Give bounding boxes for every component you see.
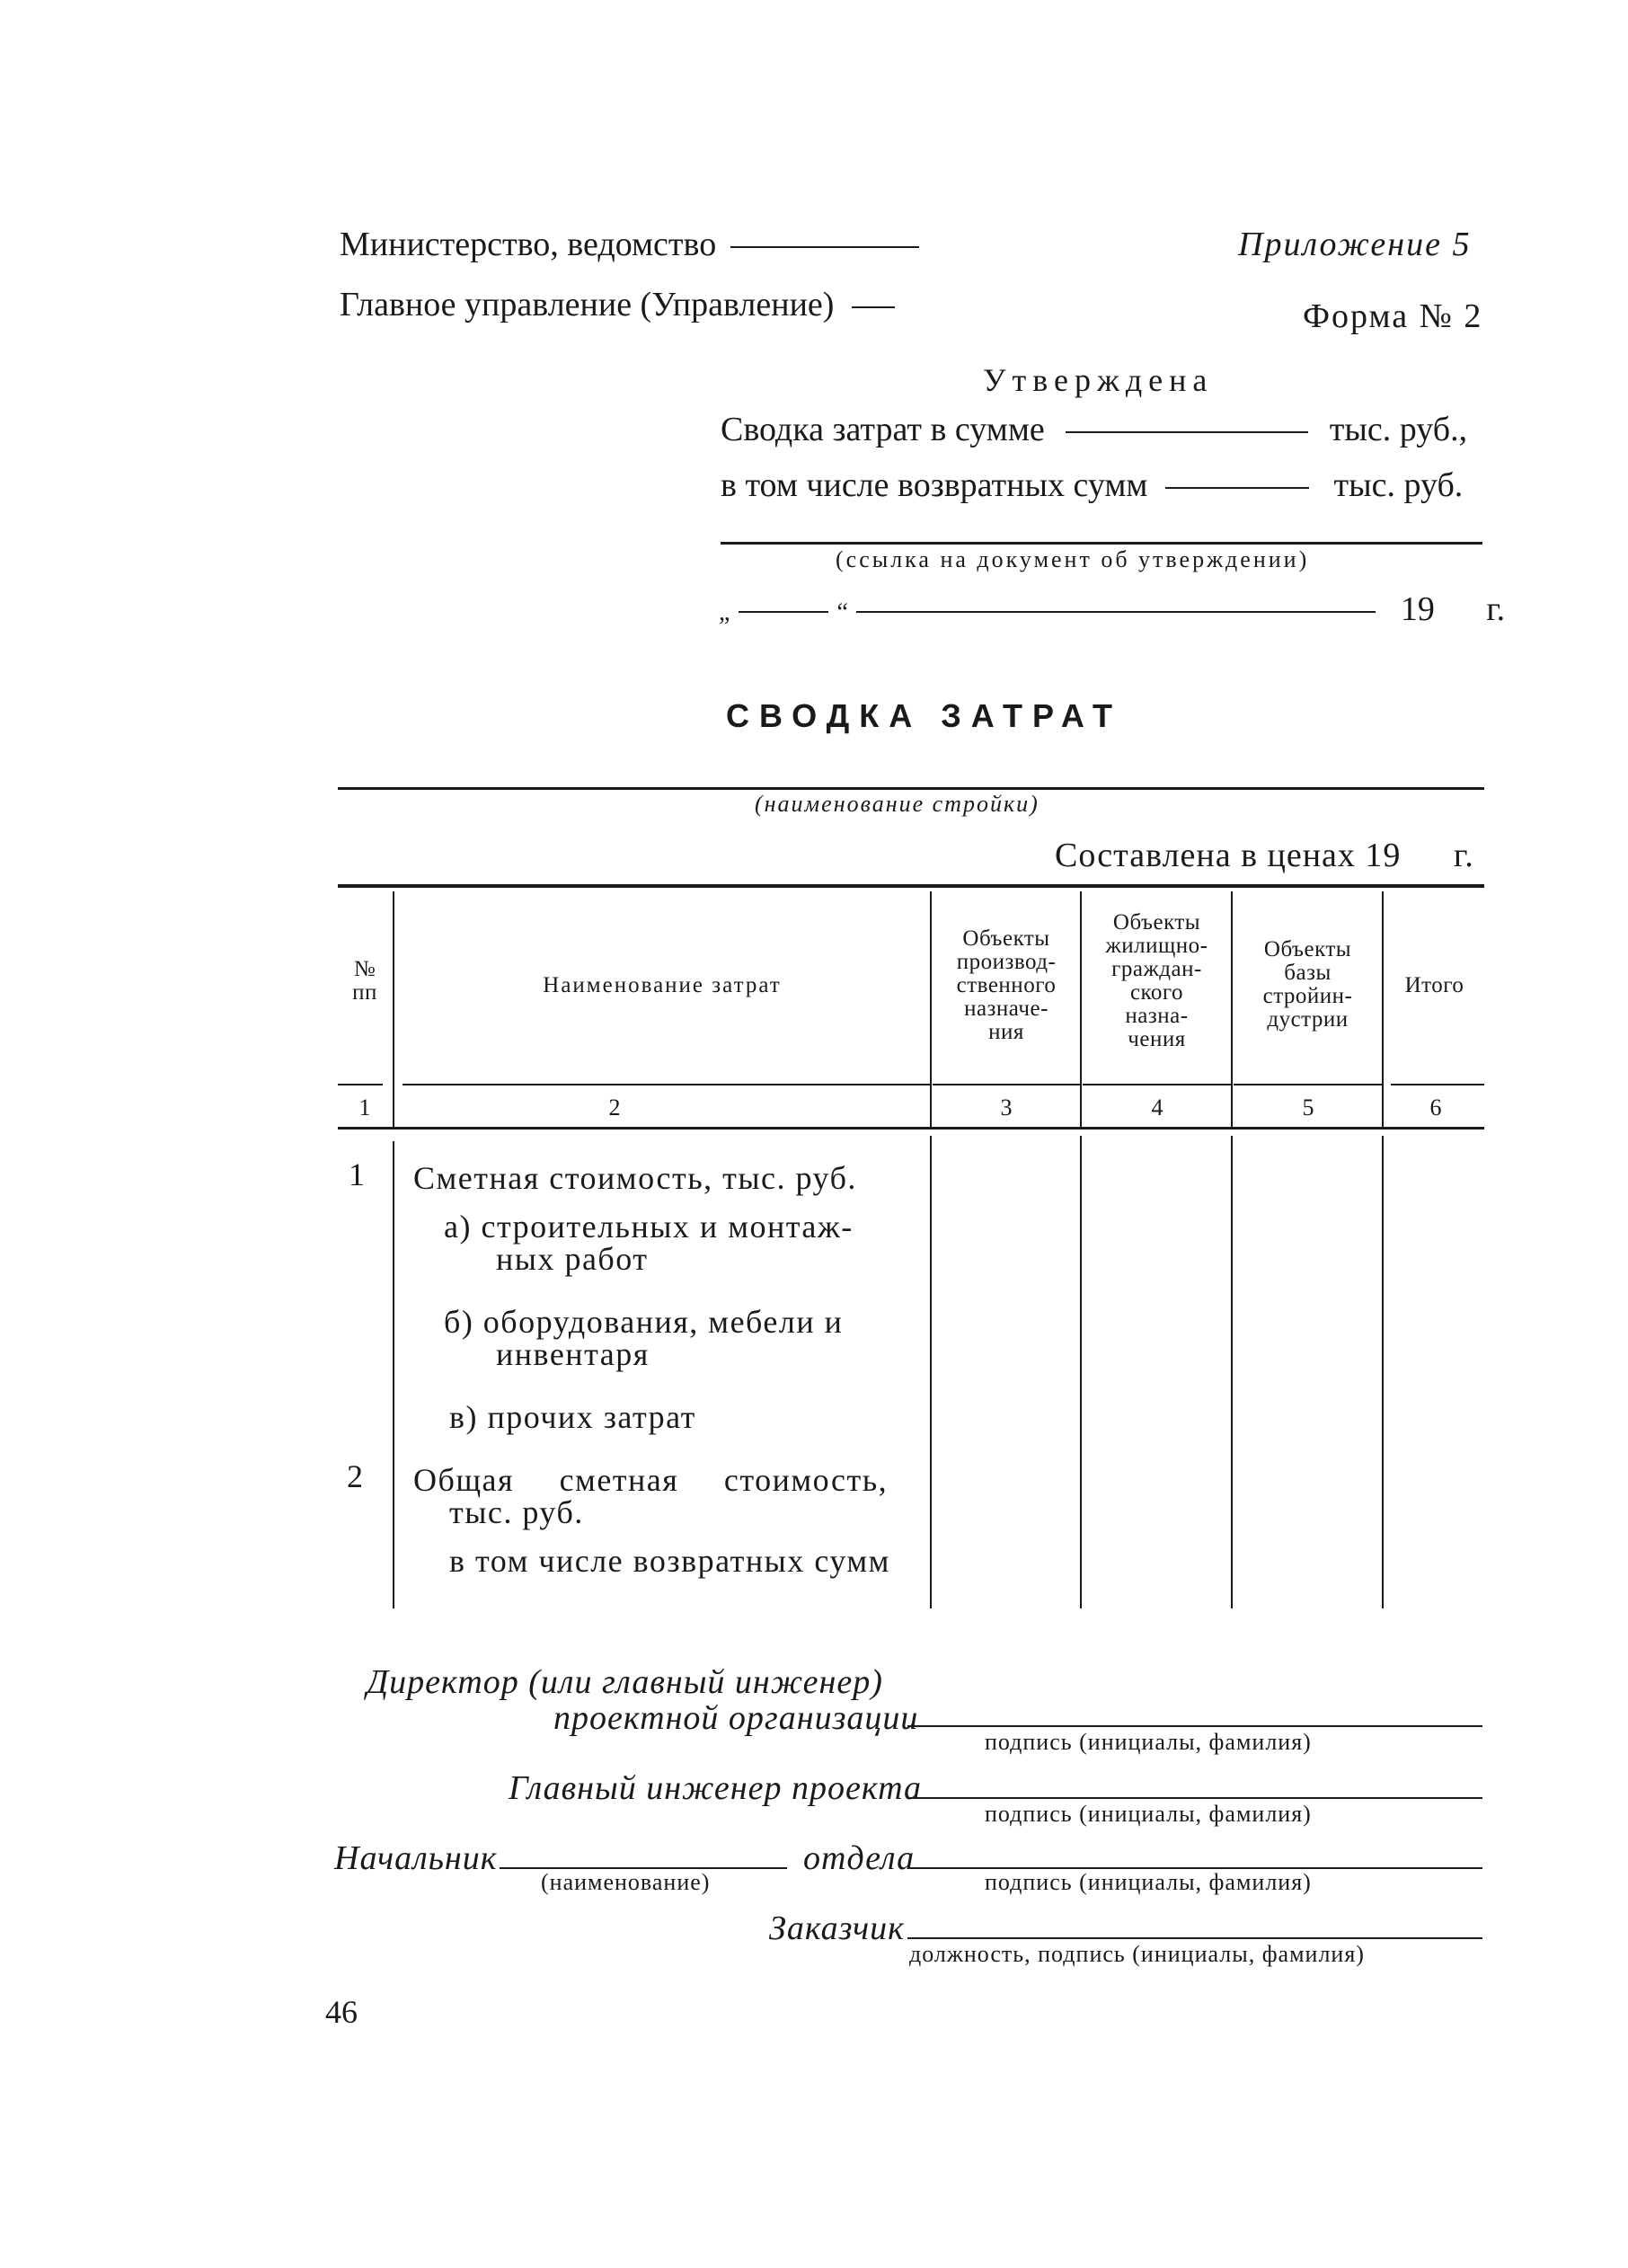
header-col5: [1234, 938, 1382, 1032]
header-divider-4: [1231, 891, 1233, 1127]
approval-sum-blank: [1066, 431, 1308, 433]
approval-returnable-line: [721, 465, 1463, 505]
header-col3-line: производ-: [956, 950, 1057, 974]
column-number: 4: [1151, 1094, 1163, 1121]
header-col6: Итого: [1404, 973, 1464, 997]
header-num-line: №: [353, 957, 376, 981]
header-col5-line: дустрии: [1267, 1007, 1349, 1032]
row-text: инвентаря: [496, 1336, 650, 1372]
form-number: Форма № 2: [1303, 297, 1483, 335]
sig-director-line1: Директор (или главный инженер): [367, 1663, 883, 1701]
sig-head-caption: подпись (инициалы, фамилия): [985, 1869, 1312, 1895]
prices-line: [1055, 836, 1474, 875]
row-text: Сметная стоимость, тыс. руб.: [413, 1160, 857, 1196]
row-text: тыс. руб.: [449, 1494, 584, 1530]
header-col3: [933, 927, 1080, 1044]
prices-g: г.: [1453, 837, 1474, 874]
column-number: 2: [608, 1094, 621, 1121]
header-col4: [1083, 911, 1231, 1051]
doc-ref-rule: [721, 542, 1482, 545]
header-bottom-rule: [338, 1084, 383, 1085]
sig-chief-blank: [907, 1797, 1482, 1799]
header-bottom-rule: [1234, 1084, 1382, 1085]
row-number: 1: [349, 1156, 367, 1192]
body-divider-4: [1231, 1136, 1233, 1608]
construction-caption: (наименование стройки): [755, 791, 1040, 817]
column-number: 3: [1000, 1094, 1013, 1121]
row-a-part: а) строительных и монтаж-: [444, 1209, 854, 1245]
directorate-label: Главное управление (Управление): [340, 286, 835, 323]
header-bottom-rule: [403, 1084, 930, 1085]
header-divider-2: [930, 891, 932, 1127]
header-divider-3: [1080, 891, 1082, 1127]
header-col5-line: Объекты: [1263, 937, 1352, 961]
ministry-blank: [730, 246, 919, 248]
sig-customer-blank: [907, 1937, 1482, 1939]
sig-director-blank: [907, 1725, 1482, 1727]
table-top-rule: [338, 884, 1484, 888]
sig-department-label: отдела: [803, 1839, 916, 1877]
body-divider-1: [393, 1141, 394, 1608]
header-col3-line: ственного: [956, 973, 1057, 997]
ministry-label: Министерство, ведомство: [340, 226, 717, 263]
header-num: [338, 958, 392, 1005]
column-number: 6: [1429, 1094, 1442, 1121]
approval-returnable-prefix: в том числе возвратных сумм: [721, 466, 1148, 504]
approval-returnable-blank: [1165, 487, 1309, 489]
ministry-line: [340, 225, 919, 264]
header-col4-line: назна-: [1125, 1004, 1189, 1028]
header-name: Наименование затрат: [543, 973, 782, 997]
approval-title: Утверждена: [983, 362, 1214, 398]
prices-label: Составлена в ценах 19: [1055, 837, 1402, 874]
body-divider-3: [1080, 1136, 1082, 1608]
row-text: ных работ: [496, 1241, 649, 1277]
sig-customer-label: Заказчик: [769, 1909, 905, 1947]
column-number-rule: [338, 1127, 1484, 1130]
header-col3-line: назначе-: [964, 997, 1048, 1021]
approval-sum-prefix: Сводка затрат в сумме: [721, 411, 1045, 448]
sig-head-label: Начальник: [334, 1839, 498, 1877]
header-col4-line: Объекты: [1112, 910, 1201, 935]
approval-returnable-unit: тыс. руб.: [1333, 466, 1464, 504]
sig-chief-caption: подпись (инициалы, фамилия): [985, 1801, 1312, 1827]
header-bottom-rule: [1391, 1084, 1484, 1085]
header-col4-line: граждан-: [1111, 957, 1202, 981]
directorate-blank: [852, 306, 895, 308]
row-text: в том числе возвратных сумм: [449, 1543, 890, 1579]
header-col5-line: базы: [1284, 961, 1332, 985]
sig-head-name-caption: (наименование): [541, 1869, 711, 1895]
date-close-quote: “: [836, 598, 848, 626]
appendix-label: Приложение 5: [1238, 226, 1472, 263]
body-divider-2: [930, 1136, 932, 1608]
column-number: 5: [1302, 1094, 1314, 1121]
header-divider-5: [1382, 891, 1384, 1127]
approval-sum-unit: тыс. руб.,: [1329, 411, 1468, 448]
page-number: 46: [325, 1994, 358, 2030]
approval-date-line: [719, 589, 1505, 629]
date-day-blank: [739, 611, 828, 613]
sig-director-line2: проектной организации: [553, 1699, 919, 1737]
approval-sum-line: [721, 410, 1467, 449]
header-col4-line: жилищно-: [1105, 934, 1208, 958]
header-divider-1: [393, 891, 394, 1127]
page-title: СВОДКА ЗАТРАТ: [726, 697, 1123, 734]
row-text: Общая сметная стоимость,: [413, 1462, 889, 1498]
date-year: 19: [1400, 590, 1435, 628]
column-number: 1: [358, 1094, 371, 1121]
header-bottom-rule: [1083, 1084, 1231, 1085]
row-number: 2: [347, 1458, 365, 1494]
header-col3-line: ния: [988, 1020, 1024, 1044]
header-col5-line: стройин-: [1262, 984, 1353, 1008]
directorate-line: [340, 285, 895, 324]
doc-ref-caption: (ссылка на документ об утверждении): [836, 546, 1310, 572]
sig-director-caption: подпись (инициалы, фамилия): [985, 1729, 1312, 1755]
header-col4-line: ского: [1129, 980, 1184, 1005]
header-num-line: пп: [352, 980, 377, 1005]
construction-rule: [338, 787, 1484, 790]
row-text: б) оборудования, мебели и: [444, 1304, 844, 1340]
sig-chief-engineer: Главный инженер проекта: [509, 1769, 923, 1807]
sig-customer-caption: должность, подпись (инициалы, фамилия): [909, 1941, 1365, 1967]
header-col4-line: чения: [1128, 1027, 1186, 1051]
header-bottom-rule: [933, 1084, 1080, 1085]
date-month-blank: [856, 611, 1376, 613]
body-divider-5: [1382, 1136, 1384, 1608]
header-col3-line: Объекты: [962, 926, 1050, 951]
date-open-quote: „: [719, 598, 730, 626]
date-g: г.: [1486, 590, 1506, 628]
row-text: в) прочих затрат: [449, 1399, 696, 1435]
